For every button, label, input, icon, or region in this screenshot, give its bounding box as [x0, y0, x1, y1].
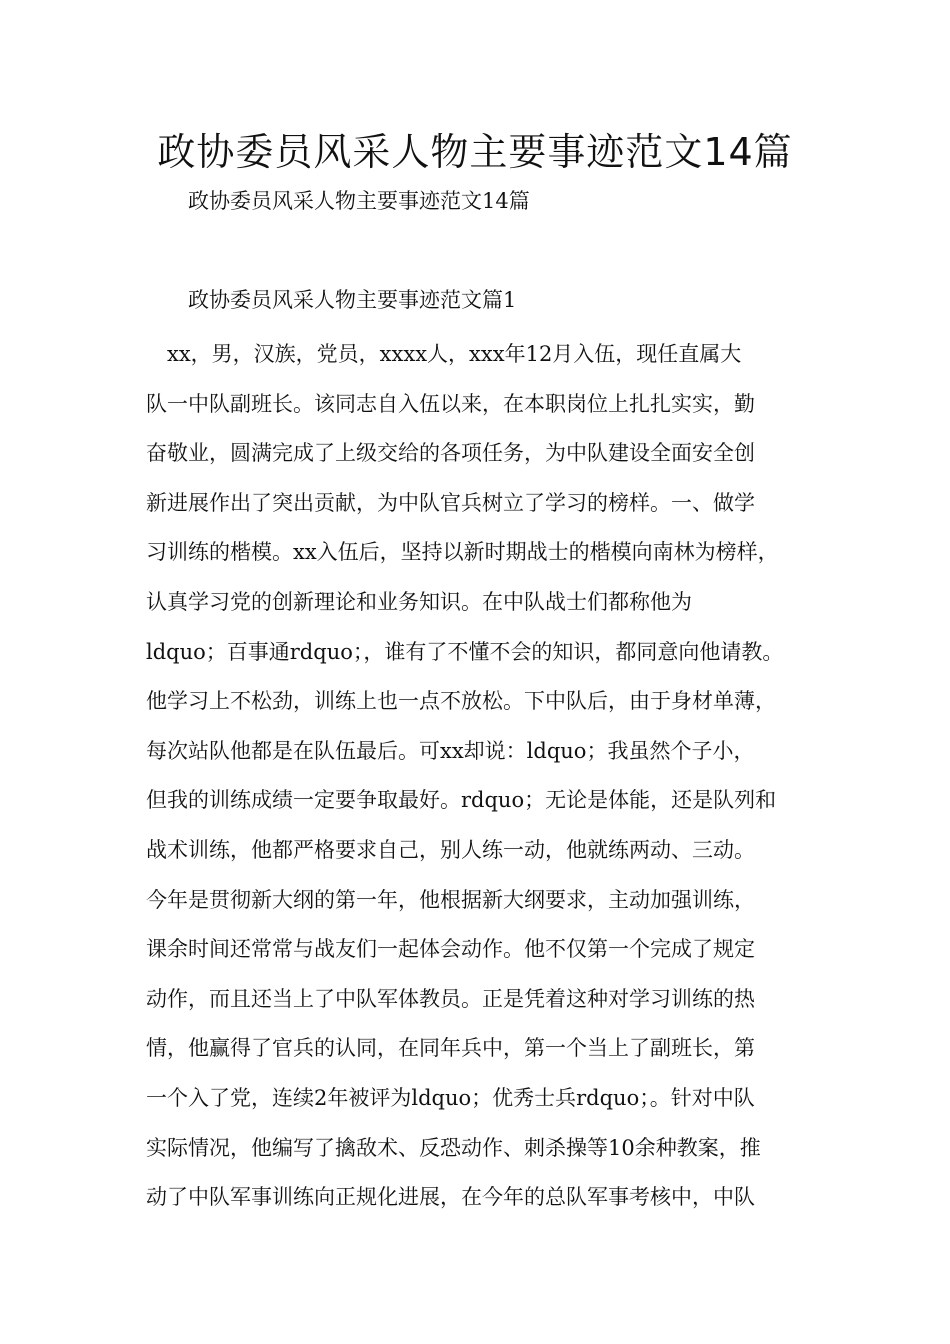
body-line: 动作，而且还当上了中队军体教员。正是凭着这种对学习训练的热 — [146, 986, 755, 1011]
body-line: 情，他赢得了官兵的认同，在同年兵中，第一个当上了副班长，第 — [146, 1036, 755, 1061]
body-line: ldquo；百事通rdquo；，谁有了不懂不会的知识，都同意向他请教。 — [146, 639, 784, 664]
body-line: 今年是贯彻新大纲的第一年，他根据新大纲要求，主动加强训练， — [146, 887, 755, 912]
body-line: 实际情况，他编写了擒敌术、反恐动作、刺杀操等10余种教案，推 — [146, 1135, 761, 1160]
body-line: 每次站队他都是在队伍最后。可xx却说：ldquo；我虽然个子小， — [146, 738, 755, 763]
body-line: 习训练的楷模。xx入伍后，坚持以新时期战士的楷模向南林为榜样， — [146, 540, 779, 565]
body-paragraph — [146, 336, 822, 1229]
body-line: 课余时间还常常与战友们一起体会动作。他不仅第一个完成了规定 — [146, 937, 755, 962]
body-line: 他学习上不松劲，训练上也一点不放松。下中队后，由于身材单薄， — [146, 689, 776, 714]
body-line: 但我的训练成绩一定要争取最好。rdquo；无论是体能，还是队列和 — [146, 788, 777, 813]
section-heading: 政协委员风采人物主要事迹范文篇1 — [188, 288, 517, 312]
document-subtitle: 政协委员风采人物主要事迹范文14篇 — [188, 189, 530, 213]
body-line: 奋敬业，圆满完成了上级交给的各项任务，为中队建设全面安全创 — [146, 441, 755, 466]
document-title: 政协委员风采人物主要事迹范文14篇 — [157, 130, 793, 174]
body-line: 战术训练，他都严格要求自己，别人练一动，他就练两动、三动。 — [146, 837, 755, 862]
body-line: 动了中队军事训练向正规化进展，在今年的总队军事考核中，中队 — [146, 1185, 755, 1210]
body-line: xx，男，汉族，党员，xxxx人，xxx年12月入伍，现任直属大 — [146, 342, 742, 366]
body-line: 认真学习党的创新理论和业务知识。在中队战士们都称他为 — [146, 589, 692, 614]
body-line: 队一中队副班长。该同志自入伍以来，在本职岗位上扎扎实实，勤 — [146, 391, 755, 416]
body-line: 一个入了党，连续2年被评为ldquo；优秀士兵rdquo；。针对中队 — [146, 1085, 755, 1110]
body-line: 新进展作出了突出贡献，为中队官兵树立了学习的榜样。一、做学 — [146, 490, 755, 515]
